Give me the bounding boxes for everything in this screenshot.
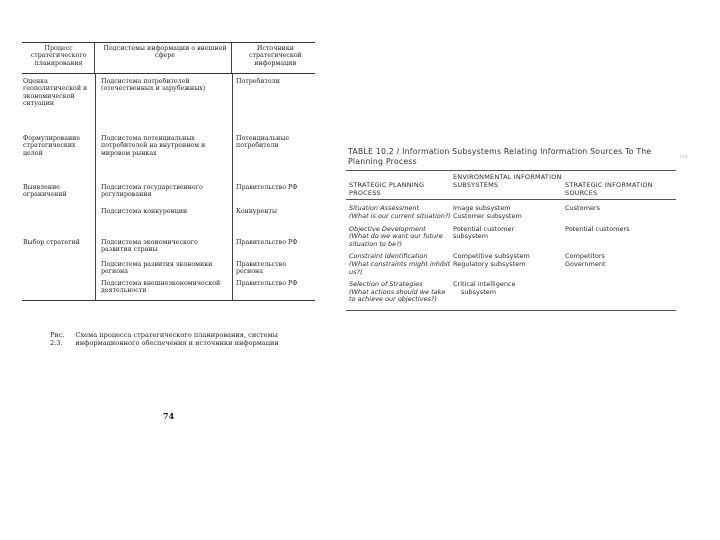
english-table	[346, 147, 676, 311]
subsystem-line: Customer subsystem	[453, 211, 522, 220]
subsystem-line: subsystem	[461, 287, 497, 296]
process-question: (What actions should we take to achieve our objectives?)	[349, 287, 446, 304]
source-cell: Правительство РФ	[236, 239, 298, 246]
subsystem-line: subsystem	[453, 232, 489, 241]
subsystem-cell: Подсистема конкуренции	[101, 208, 188, 215]
source-cell: Правительство РФ	[236, 184, 298, 191]
process-cell: Оценка геополитической и экономической ситуации	[23, 78, 88, 108]
subsystem-line: Potential customer	[453, 224, 515, 233]
process-cell: Выбор стратегий	[23, 239, 80, 246]
table-title: TABLE 10.2 / Information Subsystems Relating Information Sources To The Planning Process	[348, 147, 652, 166]
table-header-row	[346, 171, 676, 199]
process-question: (What do we want our future situation to be?)	[349, 232, 443, 248]
table-header-row	[22, 43, 315, 74]
table-body	[22, 74, 315, 274]
process-name: Objective Development	[349, 224, 426, 233]
page-number: 74	[163, 411, 175, 421]
table-bottom-rule	[346, 310, 676, 311]
table-row	[346, 226, 676, 249]
header-process: Процесс стратегического планирования	[30, 45, 87, 67]
source-cell: Конкуренты	[236, 208, 277, 215]
process-cell: Выявление ограничений	[23, 184, 67, 199]
column-divider	[232, 74, 233, 274]
header-rule	[346, 199, 676, 200]
figure-caption	[50, 332, 290, 348]
subsystem-line: Regulatory subsystem	[453, 259, 526, 268]
column-divider	[95, 74, 96, 274]
source-line: Government	[565, 259, 606, 268]
source-cell: Правительство РФ	[236, 280, 298, 287]
subsystem-line: Image subsystem	[453, 204, 511, 213]
process-name: Selection of Strategies	[349, 280, 423, 289]
subsystem-cell: Подсистема развития экономики региона	[101, 261, 213, 276]
header-process: STRATEGIC PLANNING PROCESS	[349, 181, 425, 197]
column-divider	[232, 274, 233, 300]
subsystem-cell: Подсистема потенциальных потребителей на внутреннем и мировом рынках	[101, 135, 206, 157]
table-body-tail	[22, 274, 315, 300]
header-subsystems: ENVIRONMENTAL INFORMATION SUBSYSTEMS	[453, 173, 562, 189]
column-divider	[95, 274, 96, 300]
subsystem-cell: Подсистема государственного регулирования	[101, 184, 203, 199]
caption-text: Схема процесса стратегического планирования, системы информационного обеспечения и источники информации	[75, 331, 279, 347]
source-line: Potential customers	[565, 224, 630, 233]
header-sources: Источники стратегической информации	[231, 43, 315, 73]
source-cell: Потребители	[236, 78, 280, 85]
process-name: Constraint Identification	[349, 252, 428, 261]
russian-table	[22, 42, 315, 301]
header-subsystems: Подсистемы информации о внешней сфере	[94, 43, 231, 73]
subsystem-cell: Подсистема экономического развития страны	[101, 239, 198, 254]
source-cell: Правительство региона	[236, 261, 287, 276]
source-cell: Потенциальные потребители	[236, 135, 290, 150]
table-row	[346, 281, 676, 304]
subsystem-line: Critical intelligence	[453, 280, 516, 289]
source-line: Competitors	[565, 252, 605, 261]
source-line: Customers	[565, 204, 600, 213]
subsystem-cell: Подсистема внешнеэкономической деятельности	[101, 280, 221, 295]
caption-label: Рис. 2.3.	[50, 331, 65, 347]
margin-fragment: ing	[680, 154, 688, 160]
process-name: Situation Assessment	[349, 204, 420, 213]
header-sources: STRATEGIC INFORMATION SOURCES	[565, 181, 653, 197]
table-bottom-rule	[22, 300, 315, 301]
process-cell: Формулирование стратегических целей	[23, 135, 81, 157]
process-question: (What is our current situation?)	[349, 211, 451, 220]
table-row	[346, 205, 676, 220]
table-row	[346, 253, 676, 276]
subsystem-line: Competitive subsystem	[453, 252, 530, 261]
subsystem-cell: Подсистема потребителей (отечественных и зарубежных)	[101, 78, 206, 93]
process-question: (What constraints might inhibit us?)	[349, 259, 451, 276]
